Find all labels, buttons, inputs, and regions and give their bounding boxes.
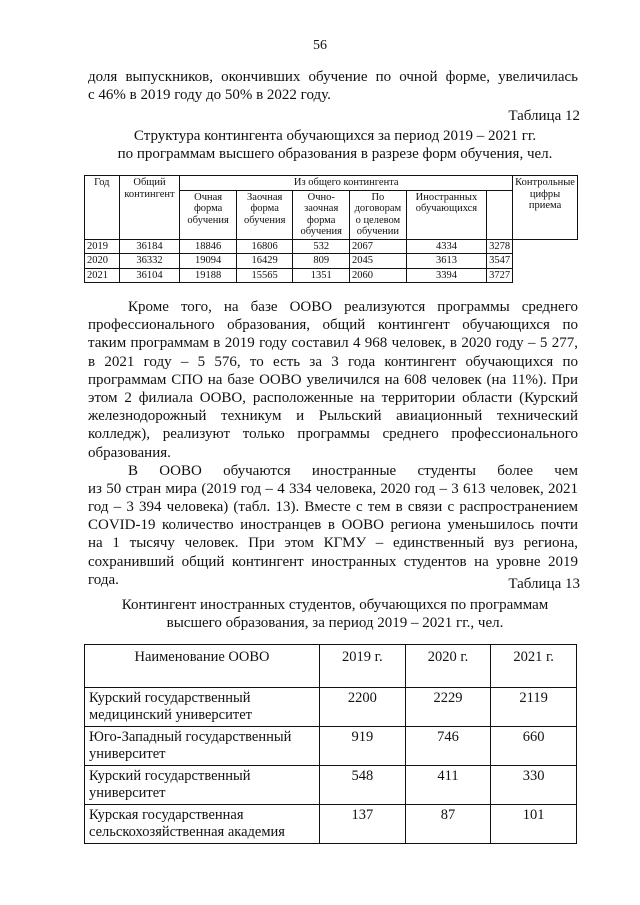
cell-2019: 2200 xyxy=(320,688,406,727)
table-12 xyxy=(84,175,578,283)
table-12-title xyxy=(60,127,610,163)
text-line: железнодорожный техникум и Рыльский авиационный технический xyxy=(88,408,578,425)
cell-contract: 2045 xyxy=(350,254,407,269)
cell-fulltime: 19188 xyxy=(180,268,237,283)
cell-2019: 137 xyxy=(320,805,406,844)
header-mixed: Очно-заочная форма обучения xyxy=(293,190,350,239)
cell-name: Юго-Западный государственный университет xyxy=(85,727,320,766)
cell-foreign: 3394 xyxy=(406,268,486,283)
title-line: Структура контингента обучающихся за период 2019 – 2021 гг. xyxy=(133,128,537,144)
text-line: В ООВО обучаются иностранные студенты более чем xyxy=(128,462,578,479)
table-row xyxy=(85,268,578,283)
cell-foreign: 4334 xyxy=(406,239,486,254)
title-line: высшего образования, за период 2019 – 2021 гг., чел. xyxy=(166,615,504,631)
page-number: 56 xyxy=(313,38,327,53)
cell-foreign: 3613 xyxy=(406,254,486,269)
cell-control: 3547 xyxy=(487,254,513,269)
text-line: таким программам в 2019 году составил 4 968 человек, в 2020 году – 5 277, xyxy=(88,335,578,352)
text-line: профессионального образования, общий контингент обучающихся по xyxy=(88,317,578,334)
cell-2021: 101 xyxy=(491,805,577,844)
header-2020: 2020 г. xyxy=(405,645,491,688)
text-line: из 50 стран мира (2019 год – 4 334 человека, 2020 год – 3 613 человек, 2021 xyxy=(88,480,578,497)
cell-contract: 2067 xyxy=(350,239,407,254)
text-line: год – 3 394 человека) (табл. 13). Вместе с тем в связи с распространением xyxy=(88,499,578,516)
cell-2019: 919 xyxy=(320,727,406,766)
cell-parttime: 16429 xyxy=(236,254,293,269)
cell-2019: 548 xyxy=(320,766,406,805)
table-header-row xyxy=(85,645,577,688)
cell-control: 3727 xyxy=(487,268,513,283)
table-row xyxy=(85,805,577,844)
text-line: в 2021 году – 5 576, то есть за 3 года контингент обучающихся по xyxy=(88,353,578,370)
cell-2020: 87 xyxy=(405,805,491,844)
header-total: Общий контингент xyxy=(119,176,180,240)
cell-2020: 2229 xyxy=(405,688,491,727)
intro-paragraph xyxy=(88,68,578,104)
cell-2020: 411 xyxy=(405,766,491,805)
table-row xyxy=(85,254,578,269)
cell-2021: 330 xyxy=(491,766,577,805)
header-year: Год xyxy=(85,176,120,240)
cell-control: 3278 xyxy=(487,239,513,254)
cell-contract: 2060 xyxy=(350,268,407,283)
text-line: доля выпускников, окончивших обучение по очной форме, увеличилась xyxy=(88,69,578,85)
text-line: сохранивший общий контингент иностранных студентов на уровне 2019 xyxy=(88,553,578,570)
text-line: COVID-19 количество иностранцев в ООВО региона уменьшилось почти xyxy=(88,517,578,534)
cell-year: 2021 xyxy=(85,268,120,283)
cell-mixed: 532 xyxy=(293,239,350,254)
header-group: Из общего контингента xyxy=(180,176,513,191)
cell-mixed: 1351 xyxy=(293,268,350,283)
text-line: колледж), реализуют только программы среднего профессионального xyxy=(88,426,578,443)
cell-total: 36104 xyxy=(119,268,180,283)
header-fulltime: Очная форма обучения xyxy=(180,190,237,239)
table-13-title xyxy=(60,596,610,632)
header-parttime: Заочная форма обучения xyxy=(236,190,293,239)
cell-name: Курский государственный университет xyxy=(85,766,320,805)
cell-year: 2019 xyxy=(85,239,120,254)
table-row xyxy=(85,688,577,727)
cell-total: 36184 xyxy=(119,239,180,254)
text-line: Кроме того, на базе ООВО реализуются программы среднего xyxy=(128,299,578,315)
cell-name: Курская государственная сельскохозяйственная академия xyxy=(85,805,320,844)
text-line: на 1 тысячу человек. При этом КГМУ – единственный вуз региона, xyxy=(88,535,578,552)
header-2021: 2021 г. xyxy=(491,645,577,688)
table-12-label: Таблица 12 xyxy=(508,108,580,124)
table-row xyxy=(85,766,577,805)
text-line: образования. xyxy=(88,444,171,461)
table-13 xyxy=(84,644,577,844)
cell-parttime: 16806 xyxy=(236,239,293,254)
cell-2021: 660 xyxy=(491,727,577,766)
cell-total: 36332 xyxy=(119,254,180,269)
cell-2020: 746 xyxy=(405,727,491,766)
cell-mixed: 809 xyxy=(293,254,350,269)
text-line: этом 2 филиала ООВО, расположенные на территории области (Курский xyxy=(88,389,578,406)
cell-parttime: 15565 xyxy=(236,268,293,283)
table-13-label: Таблица 13 xyxy=(508,576,580,592)
cell-year: 2020 xyxy=(85,254,120,269)
cell-name: Курский государственный медицинский университет xyxy=(85,688,320,727)
text-line: года. xyxy=(88,571,119,588)
header-foreign: Иностранных обучающихся xyxy=(406,190,486,239)
header-name: Наименование ООВО xyxy=(85,645,320,688)
cell-2021: 2119 xyxy=(491,688,577,727)
body-paragraph xyxy=(88,298,578,589)
header-contract: По договорам о целевом обучении xyxy=(350,190,407,239)
text-line: с 46% в 2019 году до 50% в 2022 году. xyxy=(88,87,331,104)
table-row xyxy=(85,239,578,254)
cell-fulltime: 18846 xyxy=(180,239,237,254)
title-line: Контингент иностранных студентов, обучающихся по программам xyxy=(121,597,549,613)
title-line: по программам высшего образования в разрезе форм обучения, чел. xyxy=(117,146,553,162)
table-row xyxy=(85,727,577,766)
table-header-row xyxy=(85,176,578,191)
text-line: программам СПО на базе ООВО увеличился на 608 человек (на 11%). При xyxy=(88,371,578,388)
cell-fulltime: 19094 xyxy=(180,254,237,269)
header-2019: 2019 г. xyxy=(320,645,406,688)
header-control: Контрольные цифры приема xyxy=(513,176,578,240)
